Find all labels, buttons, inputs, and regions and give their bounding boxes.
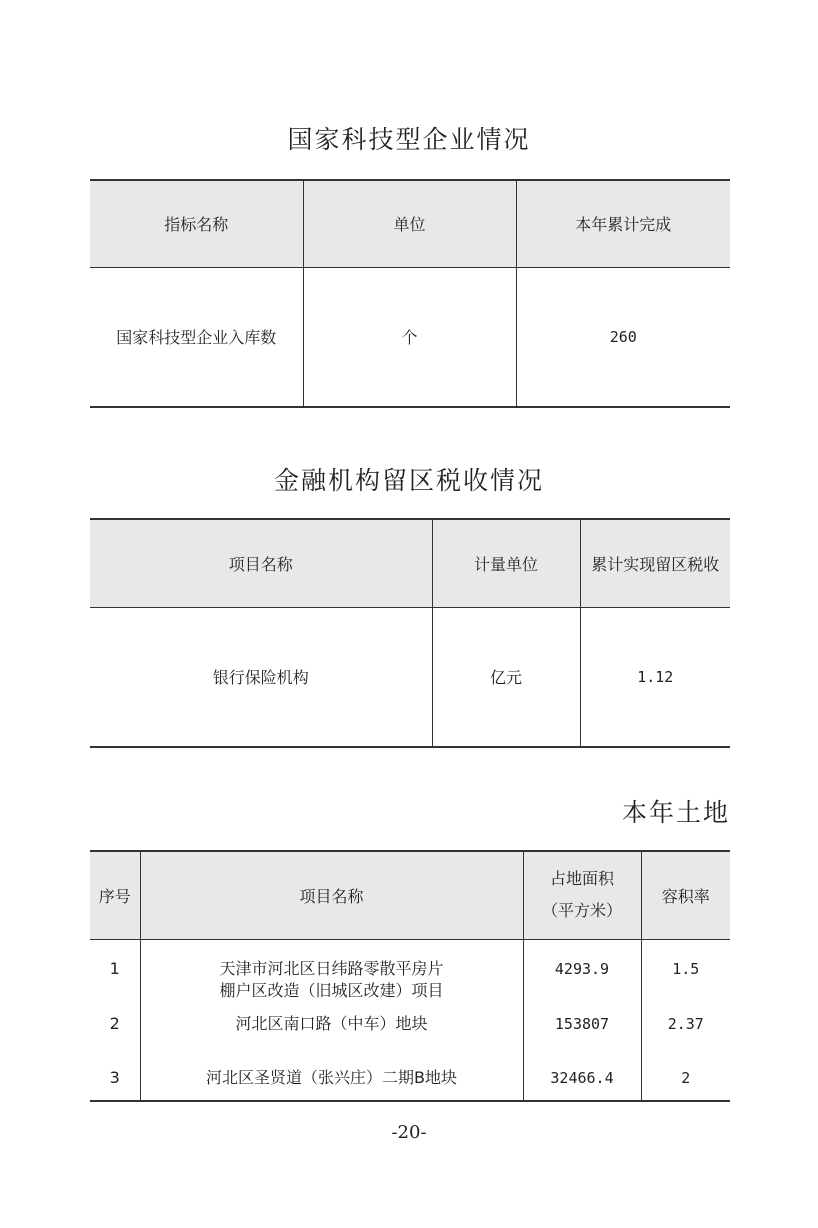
section2-title: 金融机构留区税收情况 — [273, 466, 544, 495]
header-measure-unit: 计量单位 — [432, 519, 580, 607]
finance-tax-table — [90, 518, 730, 748]
project-name-line1: 天津市河北区日纬路零散平房片 — [219, 958, 444, 978]
cell-land-area: 32466.4 — [523, 1057, 641, 1101]
cell-seq: 1 — [109, 958, 120, 978]
table-header-row — [90, 519, 730, 607]
section1-title: 国家科技型企业情况 — [287, 125, 531, 154]
cell-land-area: 153807 — [523, 1003, 641, 1057]
table-header-row — [90, 180, 730, 267]
table-row — [90, 607, 730, 747]
cell-seq: 2 — [109, 1014, 120, 1033]
header-seq: 序号 — [90, 851, 140, 939]
cell-measure-unit: 亿元 — [432, 607, 580, 747]
table-row — [90, 939, 730, 1003]
header-land-area-label: 占地面积 — [549, 869, 614, 889]
cell-project-name — [140, 939, 523, 1003]
header-land-area — [523, 851, 641, 939]
land-table — [90, 850, 730, 1102]
section3-title: 本年土地 — [621, 798, 730, 827]
cell-project-name: 河北区南口路（中车）地块 — [140, 1003, 523, 1057]
project-name-line2: 棚户区改造（旧城区改建）项目 — [219, 980, 444, 1000]
table-row — [90, 267, 730, 407]
header-unit: 单位 — [303, 180, 516, 267]
table-row — [90, 1057, 730, 1101]
header-project-name: 项目名称 — [140, 851, 523, 939]
cell-retained-tax: 1.12 — [580, 607, 730, 747]
header-annual-total: 本年累计完成 — [516, 180, 730, 267]
header-land-area-unit: （平方米） — [541, 901, 622, 921]
header-plot-ratio: 容积率 — [641, 851, 730, 939]
cell-annual-total: 260 — [516, 267, 730, 407]
cell-project-name: 河北区圣贤道（张兴庄）二期B地块 — [140, 1057, 523, 1101]
cell-plot-ratio: 1.5 — [641, 939, 730, 1003]
table-row — [90, 1003, 730, 1057]
cell-indicator-name: 国家科技型企业入库数 — [90, 267, 303, 407]
header-indicator-name: 指标名称 — [90, 180, 303, 267]
cell-seq: 3 — [90, 1057, 140, 1101]
tech-enterprise-table — [90, 179, 730, 408]
header-project-name: 项目名称 — [90, 519, 432, 607]
cell-plot-ratio: 2 — [641, 1057, 730, 1101]
page-number: -20- — [391, 1122, 427, 1143]
table-header-row — [90, 851, 730, 939]
cell-project-name: 银行保险机构 — [90, 607, 432, 747]
header-retained-tax: 累计实现留区税收 — [580, 519, 730, 607]
cell-land-area: 4293.9 — [523, 939, 641, 1003]
cell-unit: 个 — [303, 267, 516, 407]
cell-plot-ratio: 2.37 — [641, 1003, 730, 1057]
